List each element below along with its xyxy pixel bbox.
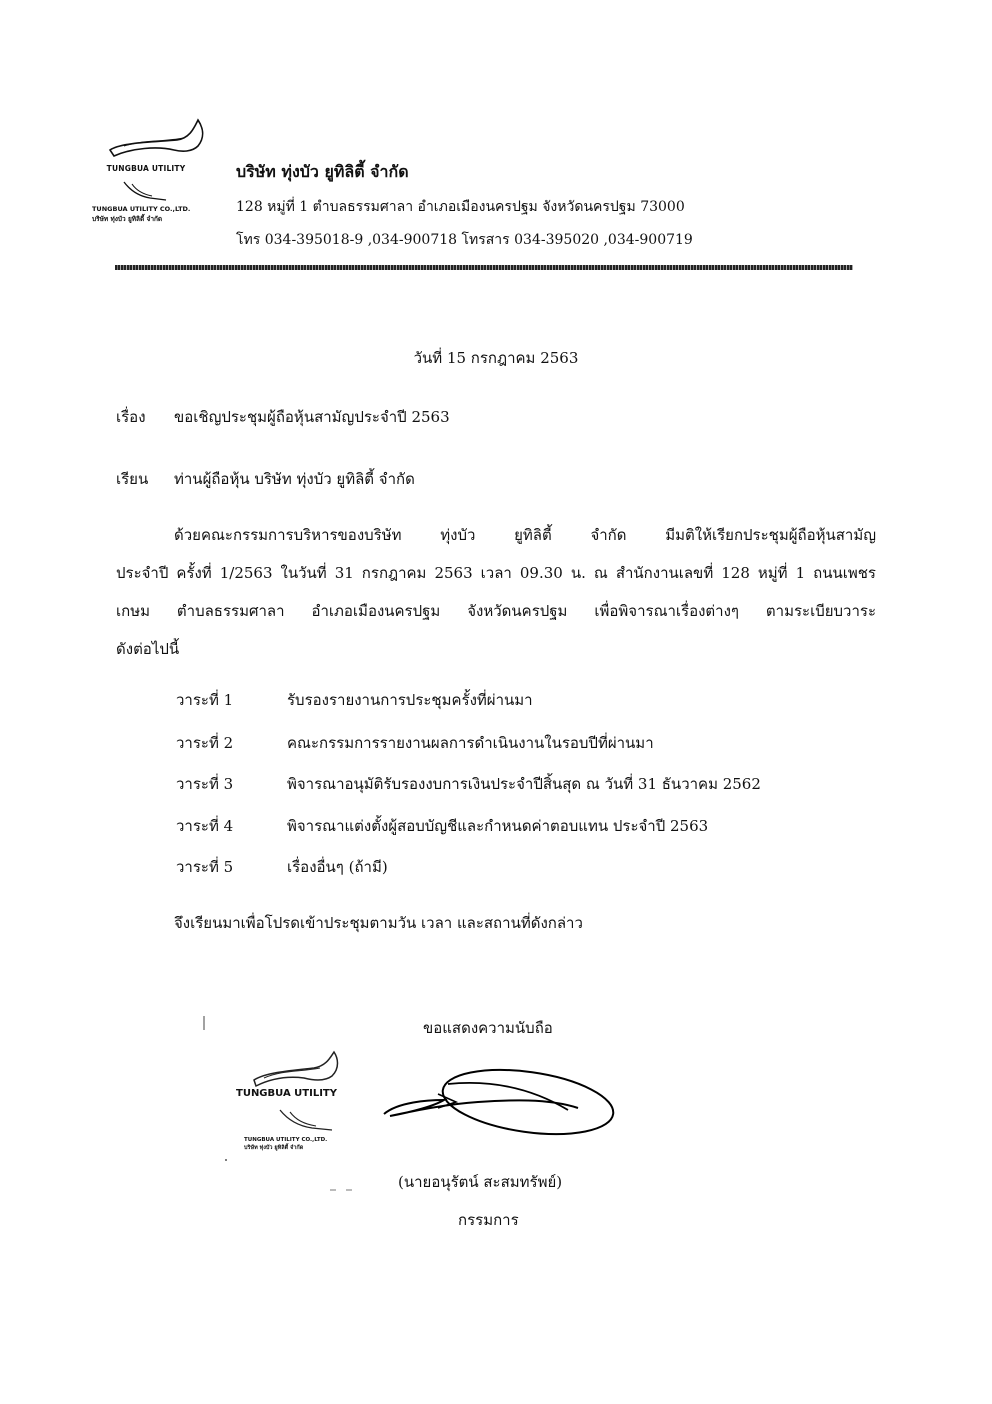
agenda-text: พิจารณาอนุมัติรับรองงบการเงินประจำปีสิ้นสุด ณ วันที่ 31 ธันวาคม 2562	[287, 775, 761, 793]
recipient-text: ท่านผู้ถือหุ้น บริษัท ทุ่งบัว ยูทิลิตี้ จำกัด	[174, 470, 415, 488]
body-line: ดังต่อไปนี้	[116, 640, 180, 658]
logo-subtitle-th: บริษัท ทุ่งบัว ยูทิลิตี้ จำกัด	[92, 215, 163, 223]
letter-date: วันที่ 15 กรกฎาคม 2563	[413, 349, 579, 367]
agenda-label: วาระที่ 4	[176, 817, 234, 835]
handwritten-signature	[378, 1050, 628, 1160]
signer-name: (นายอนุรัตน์ สะสมทรัพย์)	[398, 1173, 563, 1191]
logo-subtitle	[92, 204, 212, 224]
stamp-subtitle	[244, 1136, 327, 1152]
agenda-text: รับรองรายงานการประชุมครั้งที่ผ่านมา	[287, 691, 533, 709]
agenda-text: พิจารณาแต่งตั้งผู้สอบบัญชีและกำหนดค่าตอบแทน ประจำปี 2563	[287, 817, 709, 835]
stamp-subtitle-th: บริษัท ทุ่งบัว ยูทิลิตี้ จำกัด	[244, 1145, 304, 1151]
agenda-label: วาระที่ 5	[176, 858, 234, 876]
signer-position: กรรมการ	[458, 1211, 519, 1229]
body-paragraph	[116, 516, 876, 668]
logo-text: TUNGBUA UTILITY	[106, 164, 186, 173]
subject-text: ขอเชิญประชุมผู้ถือหุ้นสามัญประจำปี 2563	[174, 408, 450, 426]
company-stamp	[236, 1050, 366, 1160]
agenda-label: วาระที่ 3	[176, 775, 234, 793]
stamp-reed-icon	[276, 1108, 336, 1134]
stamp-name: TUNGBUA UTILITY	[236, 1088, 337, 1099]
stamp-subtitle-en: TUNGBUA UTILITY CO.,LTD.	[244, 1137, 328, 1143]
body-line: เกษม ตำบลธรรมศาลา อำเภอเมืองนครปฐม จังหวัดนครปฐม เพื่อพิจารณาเรื่องต่างๆ ตามระเบียบวาระ	[116, 602, 876, 620]
logo-swoosh-icon	[102, 112, 212, 168]
agenda-label: วาระที่ 1	[176, 691, 234, 709]
agenda-label: วาระที่ 2	[176, 734, 234, 752]
company-address: 128 หมู่ที่ 1 ตำบลธรรมศาลา อำเภอเมืองนครปฐม จังหวัดนครปฐม 73000	[236, 199, 685, 215]
body-line: ประจำปี ครั้งที่ 1/2563 ในวันที่ 31 กรกฎาคม 2563 เวลา 09.30 น. ณ สำนักงานเลขที่ 128 หมู่ที่ 1 ถนนเพชร	[116, 564, 876, 582]
company-phone: โทร 034-395018-9 ,034-900718 โทรสาร 034-395020 ,034-900719	[236, 232, 693, 248]
logo-subtitle-en: TUNGBUA UTILITY CO.,LTD.	[92, 205, 191, 213]
subject-label: เรื่อง	[116, 408, 146, 426]
letterhead-divider	[115, 265, 853, 270]
recipient-label: เรียน	[116, 470, 149, 488]
stamp-swoosh-icon	[250, 1050, 346, 1090]
body-line: ด้วยคณะกรรมการบริหารของบริษัท ทุ่งบัว ยูทิลิตี้ จำกัด มีมติให้เรียกประชุมผู้ถือหุ้นสามัญ	[174, 526, 876, 544]
logo-reed-icon	[120, 180, 170, 202]
agenda-text: คณะกรรมการรายงานผลการดำเนินงานในรอบปีที่ผ่านมา	[287, 734, 654, 752]
company-logo	[92, 108, 222, 238]
company-name: บริษัท ทุ่งบัว ยูทิลิตี้ จำกัด	[236, 162, 409, 181]
regards: ขอแสดงความนับถือ	[423, 1019, 553, 1037]
agenda-text: เรื่องอื่นๆ (ถ้ามี)	[287, 858, 388, 876]
closing-sentence: จึงเรียนมาเพื่อโปรดเข้าประชุมตามวัน เวลา และสถานที่ดังกล่าว	[174, 914, 583, 932]
